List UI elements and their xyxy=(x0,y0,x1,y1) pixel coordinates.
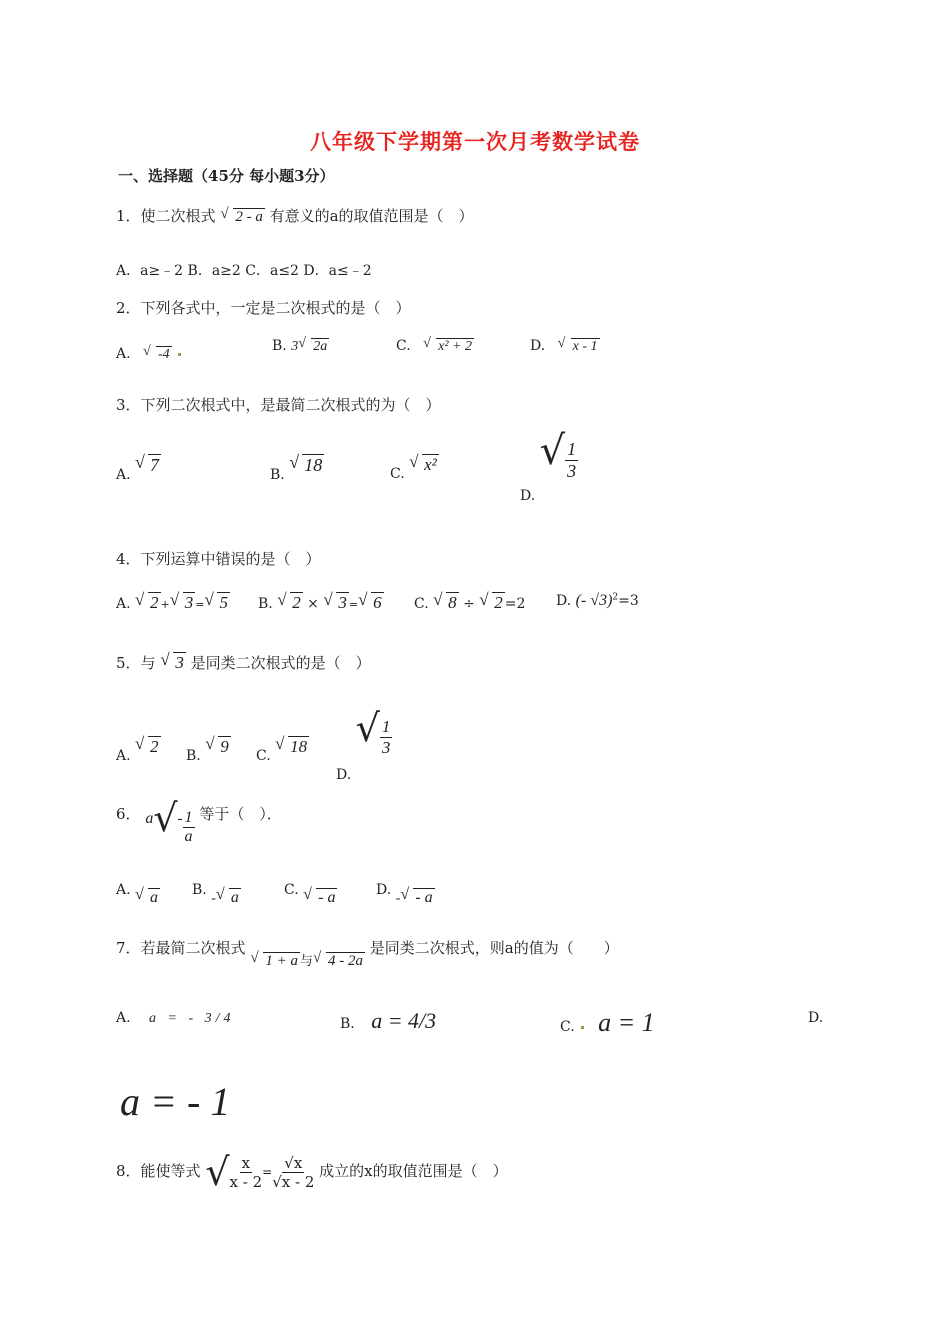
q2-option-b: B. 3 √ 2a xyxy=(272,336,328,354)
question-4: 4．下列运算中错误的是（ ） xyxy=(116,550,321,568)
question-1-options: A．a≥﹣2 B．a≥2 C．a≤2 D．a≤﹣2 xyxy=(116,263,372,279)
q3-option-a: A. √ 7 xyxy=(116,452,160,483)
q7-option-c: C. a = 1 xyxy=(560,1008,655,1037)
question-text: 1．使二次根式 xyxy=(116,207,216,225)
question-6: 6． a√- $\frac{1}{a}$ 等于（ ）． xyxy=(116,796,282,845)
q3-option-d: D. √ $\frac{1}{3}$ xyxy=(520,428,577,504)
radical: √ 2 - a xyxy=(220,206,263,225)
q4-option-a: A. √ 2 + √ 3 = √ 5 xyxy=(116,590,228,612)
q7-option-d: a = - 1 xyxy=(120,1079,231,1124)
question-text: 有意义的a的取值范围是（ ） xyxy=(269,207,474,225)
question-2: 2．下列各式中，一定是二次根式的是（ ） xyxy=(116,299,411,317)
q5-option-b: B. √ 9 xyxy=(186,734,229,764)
question-7: 7．若最简二次根式 √ 1 + a 与 √ 4 - 2a 是同类二次根式，则a的值为（ ） xyxy=(116,939,619,969)
question-5: 5．与 √ 3 是同类二次根式的是（ ） xyxy=(116,650,371,672)
q2-option-a: A. √ -4 xyxy=(116,338,181,363)
q7-option-d-label: D. xyxy=(808,1010,824,1026)
q6-option-d: D. - √ - a xyxy=(376,882,433,906)
q2-option-c: C. √ x² + 2 xyxy=(396,336,472,354)
q6-option-a: A. √ a xyxy=(116,882,159,906)
question-3: 3．下列二次根式中，是最简二次根式的为（ ） xyxy=(116,396,441,414)
section-heading: 一、选择题（45分 每小题3分） xyxy=(118,167,335,185)
q4-option-b: B. √ 2 × √ 3 = √ 6 xyxy=(258,590,382,612)
q4-option-d: D. (- √3)$^2$=3 xyxy=(556,592,639,609)
q7-option-a: A. a = - 3/4 xyxy=(116,1010,235,1026)
q4-option-c: C. √ 8 ÷ √ 2 =2 xyxy=(414,590,526,612)
q6-option-b: B. - √ a xyxy=(192,882,239,906)
q5-option-c: C. √ 18 xyxy=(256,734,308,764)
q2-option-d: D. √ x - 1 xyxy=(530,336,598,354)
q7-option-b: B. a = 4/3 xyxy=(340,1008,437,1033)
q5-option-a: A. √ 2 xyxy=(116,734,159,764)
radical-sign: √ xyxy=(539,428,566,474)
question-1 xyxy=(116,205,474,226)
question-8: 8．能使等式 √ $\frac{x}{x - 2}$ = $\frac{√x}{√x - 2}$ 成立的x的取值范围是（ ） xyxy=(116,1150,508,1194)
q3-option-b: B. √ 18 xyxy=(270,452,323,483)
q6-option-c: C. √ - a xyxy=(284,882,336,906)
q3-option-c: C. √ x² xyxy=(390,452,437,482)
q5-option-d: D. √ $\frac{1}{3}$ xyxy=(336,706,391,783)
page-title: 八年级下学期第一次月考数学试卷 xyxy=(310,129,640,154)
